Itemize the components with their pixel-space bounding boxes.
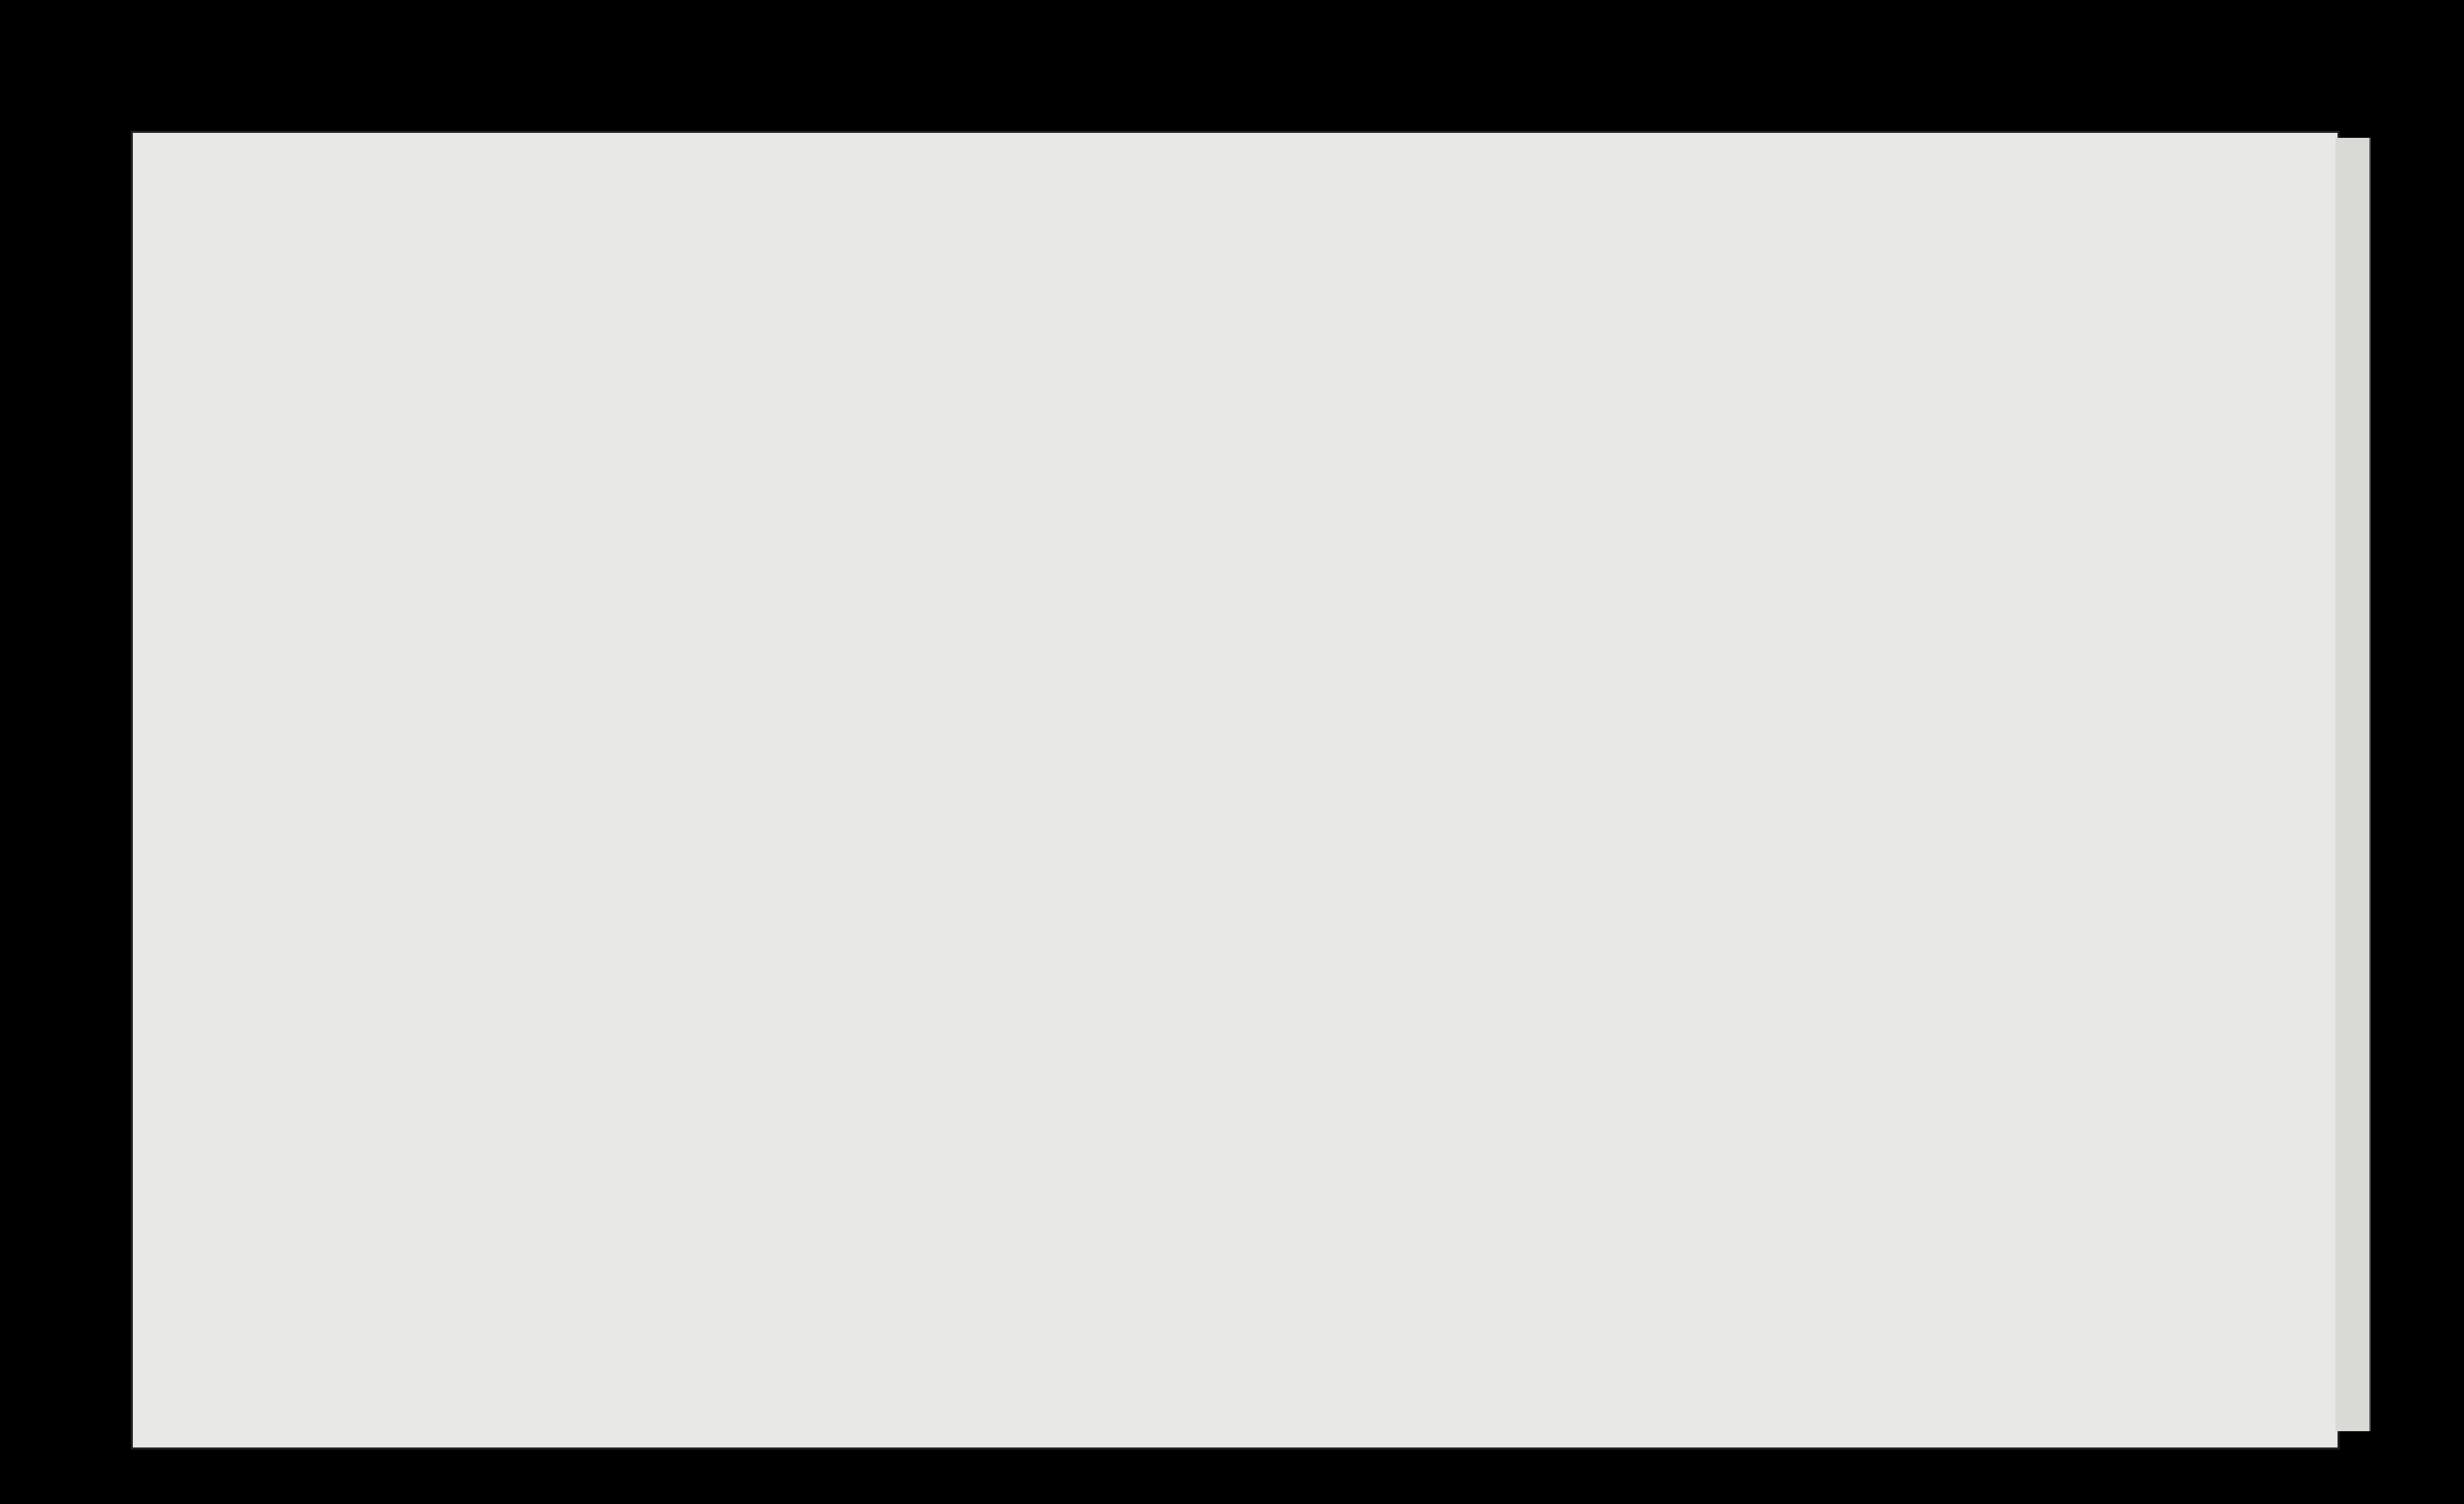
card-right-edge xyxy=(2335,138,2371,1431)
census-card xyxy=(131,131,2340,1450)
